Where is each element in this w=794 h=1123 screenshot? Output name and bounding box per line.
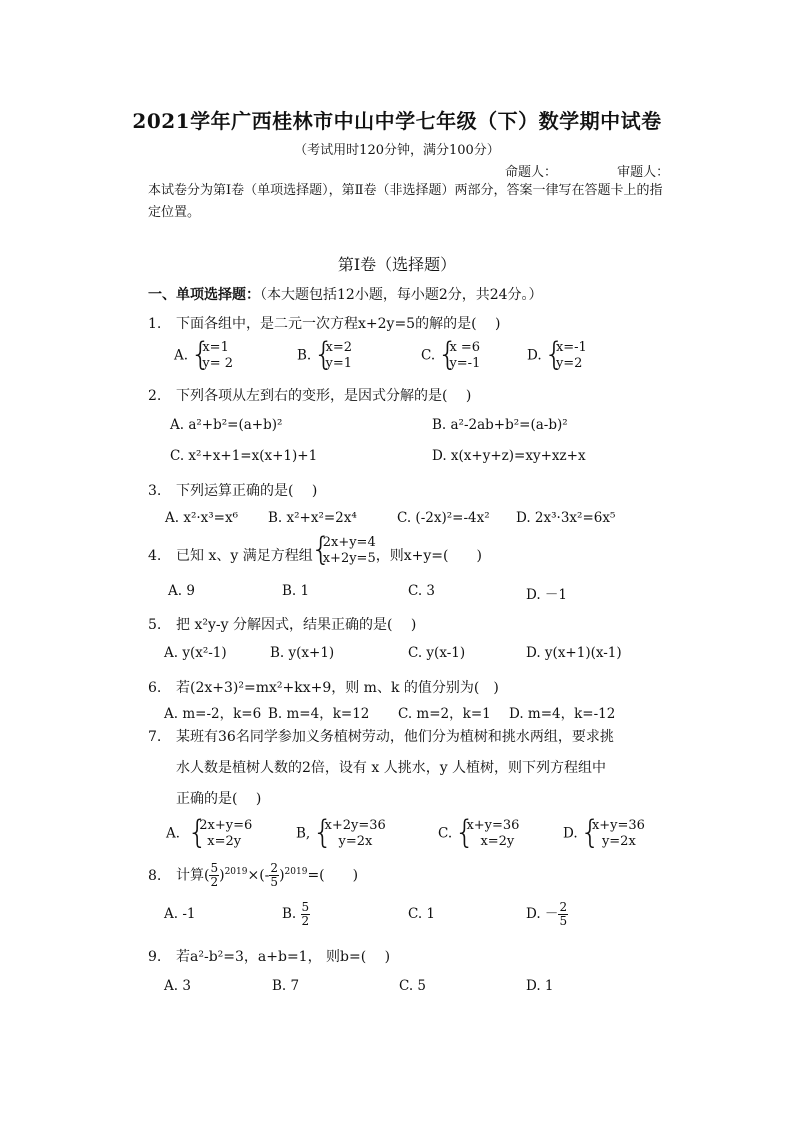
fraction-denominator: 2	[210, 875, 219, 889]
fraction-numerator: 2	[559, 900, 568, 914]
question-text: 下面各组中，是二元一次方程x+2y=5的解的是( )	[176, 316, 501, 332]
option-d[interactable]: D. 1	[526, 978, 554, 994]
eq-row: { x =6	[449, 340, 481, 355]
option-b[interactable]	[297, 340, 352, 372]
question-1	[148, 313, 500, 333]
option-label: C.	[421, 347, 436, 364]
fraction	[269, 862, 279, 889]
eq-row: y=2	[555, 356, 583, 371]
question-text-line1: 某班有36名同学参加义务植树劳动，他们分为植树和挑水两组，要求挑	[176, 729, 614, 745]
section-head	[148, 284, 543, 304]
question-text-line2: 水人数是植树人数的2倍，设有 x 人挑水，y 人植树，则下列方程组中	[176, 760, 607, 776]
question-number: 5.	[148, 617, 162, 633]
option-label: D.	[527, 347, 542, 364]
eq-row: y= 2	[202, 356, 233, 371]
option-a[interactable]: A. x²·x³=x⁶	[165, 510, 239, 526]
fraction-numerator: 5	[210, 861, 219, 875]
option-b[interactable]: B. y(x+1)	[270, 645, 335, 661]
option-b[interactable]	[282, 901, 310, 928]
option-a[interactable]: A. a²+b²=(a+b)²	[170, 417, 283, 433]
option-c[interactable]: C. x²+x+1=x(x+1)+1	[170, 448, 318, 464]
question-number: 3.	[148, 483, 162, 499]
question-2	[148, 385, 471, 405]
question-text: 已知 x、y 满足方程组	[176, 548, 313, 564]
proposer-label: 命题人：	[505, 165, 558, 180]
question-number: 2.	[148, 388, 162, 404]
question-text: 若(2x+3)²=mx²+kx+9，则 m、k 的值分别为( )	[176, 680, 499, 696]
option-c[interactable]: C. 5	[399, 978, 427, 994]
question-text-tail: ，则x+y=( )	[375, 548, 482, 564]
eq-row: { x+y=36	[466, 818, 520, 833]
option-a[interactable]: A. y(x²-1)	[164, 645, 227, 661]
option-c[interactable]: C. 3	[408, 583, 436, 599]
option-b[interactable]: B. 7	[272, 978, 300, 994]
question-number: 1.	[148, 316, 162, 332]
equation-system	[456, 818, 519, 850]
question-number: 6.	[148, 680, 162, 696]
question-text-tail: =( )	[307, 867, 359, 884]
option-label: A．	[166, 825, 190, 842]
equation-system	[189, 818, 252, 850]
option-label: B,	[296, 825, 311, 842]
option-a[interactable]: A. -1	[164, 906, 196, 922]
question-text: 下列运算正确的是( )	[176, 483, 318, 499]
eq-row: x=2y	[480, 834, 515, 849]
fraction-denominator: 2	[301, 914, 310, 928]
option-c[interactable]: C. m=2，k=1	[398, 706, 491, 722]
option-label: B.	[297, 347, 312, 364]
eq-row: x=2y	[207, 834, 242, 849]
option-c[interactable]: C. y(x-1)	[408, 645, 466, 661]
option-a[interactable]	[174, 340, 233, 372]
option-label: C.	[438, 825, 453, 842]
eq-row: y=-1	[449, 356, 481, 371]
option-d[interactable]	[526, 901, 568, 928]
question-text: 计算(	[176, 867, 210, 884]
option-a[interactable]: A. 9	[168, 583, 195, 599]
section-title: 第Ⅰ卷（选择题）	[337, 255, 457, 274]
fraction	[209, 862, 219, 889]
exam-makers	[505, 161, 669, 180]
question-text-mid: ×(-	[247, 867, 270, 884]
equation-system	[582, 818, 645, 850]
equation-system	[315, 818, 386, 850]
eq-row: { x=-1	[555, 340, 587, 355]
section-head-label: 一、单项选择题：	[148, 287, 260, 303]
reviewer-label: 审题人：	[617, 165, 670, 180]
eq-row: { x=2	[325, 340, 353, 355]
question-4	[148, 535, 482, 567]
eq-row: y=1	[325, 356, 353, 371]
question-text-line3: 正确的是( )	[176, 791, 262, 807]
option-label: D.	[563, 825, 578, 842]
option-c[interactable]: C. (-2x)²=-4x²	[397, 510, 490, 526]
question-number: 7.	[148, 729, 162, 745]
option-d[interactable]	[563, 818, 645, 850]
exam-subtitle: （考试用时120分钟，满分100分）	[294, 143, 500, 158]
option-d[interactable]: D. 2x³·3x²=6x⁵	[516, 510, 616, 526]
option-c[interactable]	[438, 818, 519, 850]
question-6	[148, 677, 499, 697]
option-d[interactable]: D. x(x+y+z)=xy+xz+x	[432, 448, 586, 464]
fraction-numerator: 2	[270, 861, 279, 875]
option-b[interactable]: B. a²-2ab+b²=(a-b)²	[432, 417, 568, 433]
fraction	[558, 901, 568, 928]
equation-system	[546, 340, 587, 372]
equation-system	[192, 340, 233, 372]
equation-system	[316, 340, 353, 372]
fraction-denominator: 5	[559, 914, 568, 928]
option-a[interactable]	[166, 818, 252, 850]
equation-system	[313, 535, 376, 567]
eq-row: y=2x	[338, 834, 373, 849]
option-a[interactable]: A. m=-2，k=6	[164, 706, 262, 722]
eq-row: { 2x+y=4	[322, 535, 376, 550]
question-9	[148, 946, 390, 966]
eq-row: y=2x	[601, 834, 636, 849]
option-label: B.	[282, 906, 297, 922]
exam-intro: 本试卷分为第Ⅰ卷（单项选择题），第Ⅱ卷（非选择题）两部分，答案一律写在答题卡上的指定位置。	[148, 183, 663, 220]
question-3	[148, 480, 317, 500]
option-c[interactable]: C. 1	[408, 906, 436, 922]
question-number: 9.	[148, 949, 162, 965]
eq-row: x+2y=5	[322, 551, 376, 566]
question-7	[148, 722, 688, 815]
exponent: 2019	[284, 866, 308, 877]
option-label: A.	[174, 347, 189, 364]
option-c[interactable]	[421, 340, 480, 372]
eq-row: { x=1	[202, 340, 229, 355]
option-b[interactable]	[296, 818, 386, 850]
question-text: 把 x²y-y 分解因式，结果正确的是( )	[176, 617, 417, 633]
option-d[interactable]: D. m=4，k=-12	[509, 706, 616, 722]
question-text: 下列各项从左到右的变形，是因式分解的是( )	[176, 388, 472, 404]
option-label: D. －	[526, 906, 559, 922]
option-d[interactable]	[527, 340, 587, 372]
eq-row: { x+y=36	[591, 818, 645, 833]
option-d[interactable]: D. －1	[526, 587, 568, 603]
option-b[interactable]: B. m=4，k=12	[268, 706, 370, 722]
section-head-note: （本大题包括12小题，每小题2分，共24分。）	[260, 287, 543, 303]
question-number: 4.	[148, 548, 162, 564]
fraction-numerator: 5	[301, 900, 310, 914]
question-text: 若a²-b²=3，a+b=1， 则b=( )	[176, 949, 391, 965]
fraction-denominator: 5	[270, 875, 279, 889]
equation-system	[439, 340, 480, 372]
option-d[interactable]: D. y(x+1)(x-1)	[526, 645, 622, 661]
option-b[interactable]: B. x²+x²=2x⁴	[268, 510, 357, 526]
option-a[interactable]: A. 3	[164, 978, 191, 994]
exponent: 2019	[224, 866, 248, 877]
exam-title: 2021学年广西桂林市中山中学七年级（下）数学期中试卷	[132, 109, 662, 133]
question-5	[148, 614, 416, 634]
eq-row: { x+2y=36	[324, 818, 386, 833]
fraction	[301, 901, 311, 928]
question-number: 8.	[148, 867, 162, 884]
question-8: 8. 计算( $\frac{5}{2}$ )$^{2019}$×(- $\frac{2}{5}$ )$^{2019}$=( )	[148, 861, 359, 889]
eq-row: { 2x+y=6	[199, 818, 253, 833]
option-b[interactable]: B. 1	[282, 583, 310, 599]
